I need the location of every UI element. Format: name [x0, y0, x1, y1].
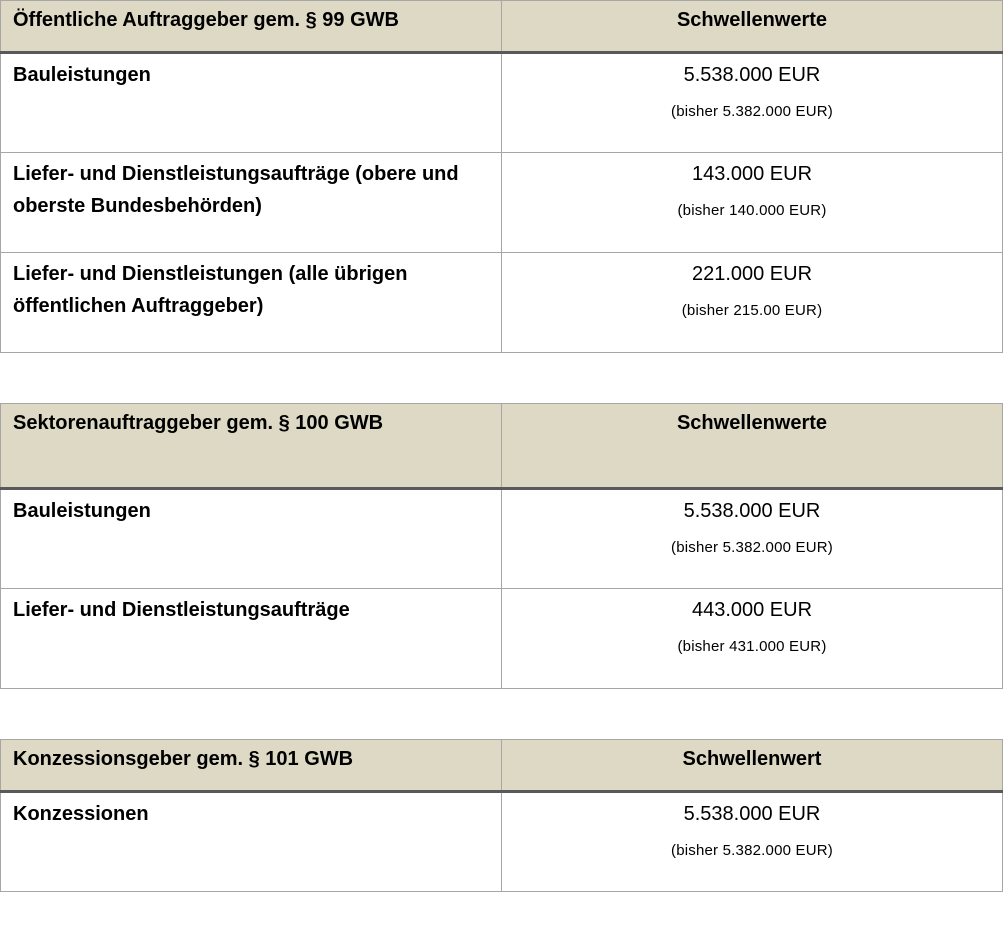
- previous-threshold: (bisher 5.382.000 EUR): [671, 103, 833, 120]
- row-category: Liefer- und Dienstleistungsaufträge (obere und oberste Bundesbehörden): [1, 153, 502, 253]
- table-row: [1, 489, 1003, 589]
- threshold-amount: 5.538.000 EUR: [683, 64, 821, 86]
- previous-threshold: (bisher 140.000 EUR): [677, 202, 827, 219]
- previous-threshold: (bisher 215.00 EUR): [681, 302, 823, 319]
- row-threshold: [502, 153, 1003, 253]
- row-category: Liefer- und Dienstleistungsaufträge: [1, 589, 502, 689]
- table-header-row: [1, 404, 1003, 489]
- table-row: [1, 792, 1003, 892]
- threshold-amount: 5.538.000 EUR: [683, 500, 821, 522]
- threshold-amount: 443.000 EUR: [691, 599, 813, 621]
- row-category: Liefer- und Dienstleistungen (alle übrigen öffentlichen Auftraggeber): [1, 253, 502, 353]
- row-threshold: [502, 53, 1003, 153]
- threshold-table-public-contracting-authorities: [0, 0, 1003, 353]
- row-category: Bauleistungen: [1, 53, 502, 153]
- threshold-amount: 221.000 EUR: [691, 263, 813, 285]
- previous-threshold: (bisher 431.000 EUR): [677, 638, 827, 655]
- threshold-table-concession-grantors: [0, 739, 1003, 892]
- table-header-row: [1, 1, 1003, 53]
- header-category: Öffentliche Auftraggeber gem. § 99 GWB: [1, 1, 502, 53]
- threshold-table-sector-contracting-entities: [0, 403, 1003, 689]
- row-threshold: [502, 589, 1003, 689]
- header-category: Konzessionsgeber gem. § 101 GWB: [1, 740, 502, 792]
- row-category: Bauleistungen: [1, 489, 502, 589]
- header-threshold: Schwellenwert: [502, 740, 1003, 792]
- header-threshold: Schwellenwerte: [502, 1, 1003, 53]
- header-category: Sektorenauftraggeber gem. § 100 GWB: [1, 404, 502, 489]
- header-threshold: Schwellenwerte: [502, 404, 1003, 489]
- previous-threshold: (bisher 5.382.000 EUR): [671, 842, 833, 859]
- row-category: Konzessionen: [1, 792, 502, 892]
- threshold-amount: 5.538.000 EUR: [683, 803, 821, 825]
- table-row: [1, 589, 1003, 689]
- table-row: [1, 153, 1003, 253]
- previous-threshold: (bisher 5.382.000 EUR): [671, 539, 833, 556]
- row-threshold: [502, 792, 1003, 892]
- table-row: [1, 53, 1003, 153]
- row-threshold: [502, 253, 1003, 353]
- threshold-amount: 143.000 EUR: [691, 163, 813, 185]
- table-row: [1, 253, 1003, 353]
- row-threshold: [502, 489, 1003, 589]
- table-header-row: [1, 740, 1003, 792]
